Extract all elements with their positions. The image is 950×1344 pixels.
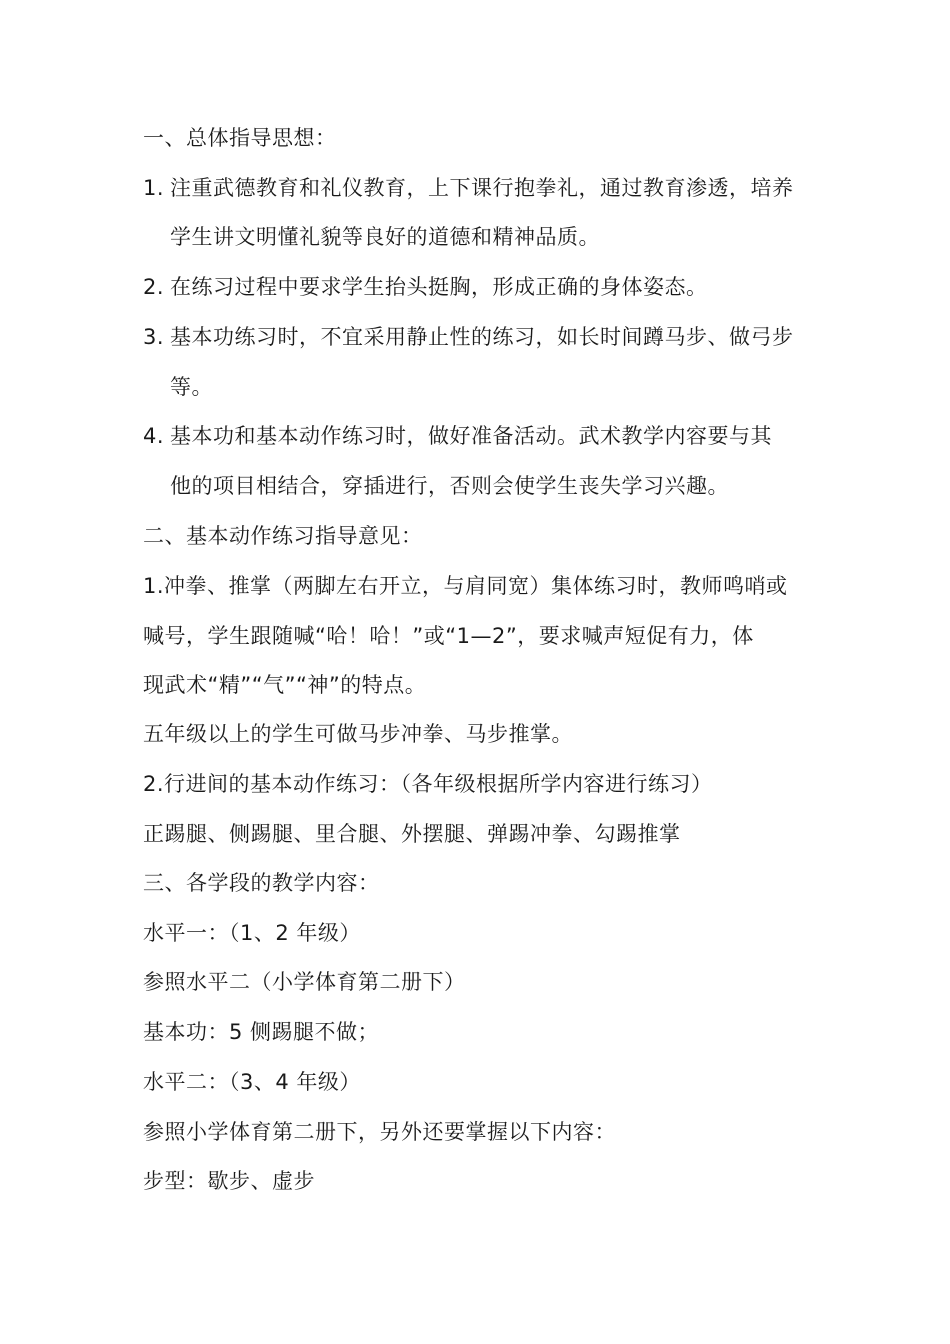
item-text: 注重武德教育和礼仪教育，上下课行抱拳礼，通过教育渗透，培养: [170, 176, 794, 200]
section-1-item-3: [143, 323, 794, 351]
section-2-line-2: 喊号，学生跟随喊“哈！哈！”或“1—2”，要求喊声短促有力，体: [143, 624, 754, 648]
section-2-line-3: 现武术“精”“气”“神”的特点。: [143, 673, 427, 697]
section-2-line-4: 五年级以上的学生可做马步冲拳、马步推掌。: [143, 722, 573, 746]
section-2-line-5: 2.行进间的基本动作练习：（各年级根据所学内容进行练习）: [143, 772, 713, 796]
section-1-heading: 一、总体指导思想：: [143, 126, 337, 150]
section-3-line-1: 水平一：（1、2 年级）: [143, 921, 361, 945]
section-2-heading: 二、基本动作练习指导意见：: [143, 524, 423, 548]
section-1-item-4: [143, 422, 772, 450]
section-3-heading: 三、各学段的教学内容：: [143, 871, 380, 895]
section-1-item-2: [143, 273, 708, 301]
section-1-item-3-continued: 等。: [170, 375, 213, 399]
section-1-item-1: [143, 174, 794, 202]
section-3-line-5: 参照小学体育第二册下，另外还要掌握以下内容：: [143, 1120, 616, 1144]
item-text: 在练习过程中要求学生抬头挺胸，形成正确的身体姿态。: [170, 275, 708, 299]
item-number: 4.: [143, 424, 165, 448]
item-text: 基本功练习时，不宜采用静止性的练习，如长时间蹲马步、做弓步: [170, 325, 794, 349]
section-2-line-6: 正踢腿、侧踢腿、里合腿、外摆腿、弹踢冲拳、勾踢推掌: [143, 822, 681, 846]
item-number: 1.: [143, 176, 165, 200]
section-3-line-2: 参照水平二（小学体育第二册下）: [143, 970, 466, 994]
item-number: 2.: [143, 275, 165, 299]
section-3-line-6: 步型：歇步、虚步: [143, 1169, 315, 1193]
section-3-line-4: 水平二：（3、4 年级）: [143, 1070, 361, 1094]
item-text: 基本功和基本动作练习时，做好准备活动。武术教学内容要与其: [170, 424, 772, 448]
section-1-item-1-continued: 学生讲文明懂礼貌等良好的道德和精神品质。: [170, 225, 600, 249]
section-2-line-1: 1.冲拳、推掌（两脚左右开立，与肩同宽）集体练习时，教师鸣哨或: [143, 574, 788, 598]
item-number: 3.: [143, 325, 165, 349]
section-3-line-3: 基本功：5 侧踢腿不做；: [143, 1020, 380, 1044]
section-1-item-4-continued: 他的项目相结合，穿插进行，否则会使学生丧失学习兴趣。: [170, 474, 729, 498]
